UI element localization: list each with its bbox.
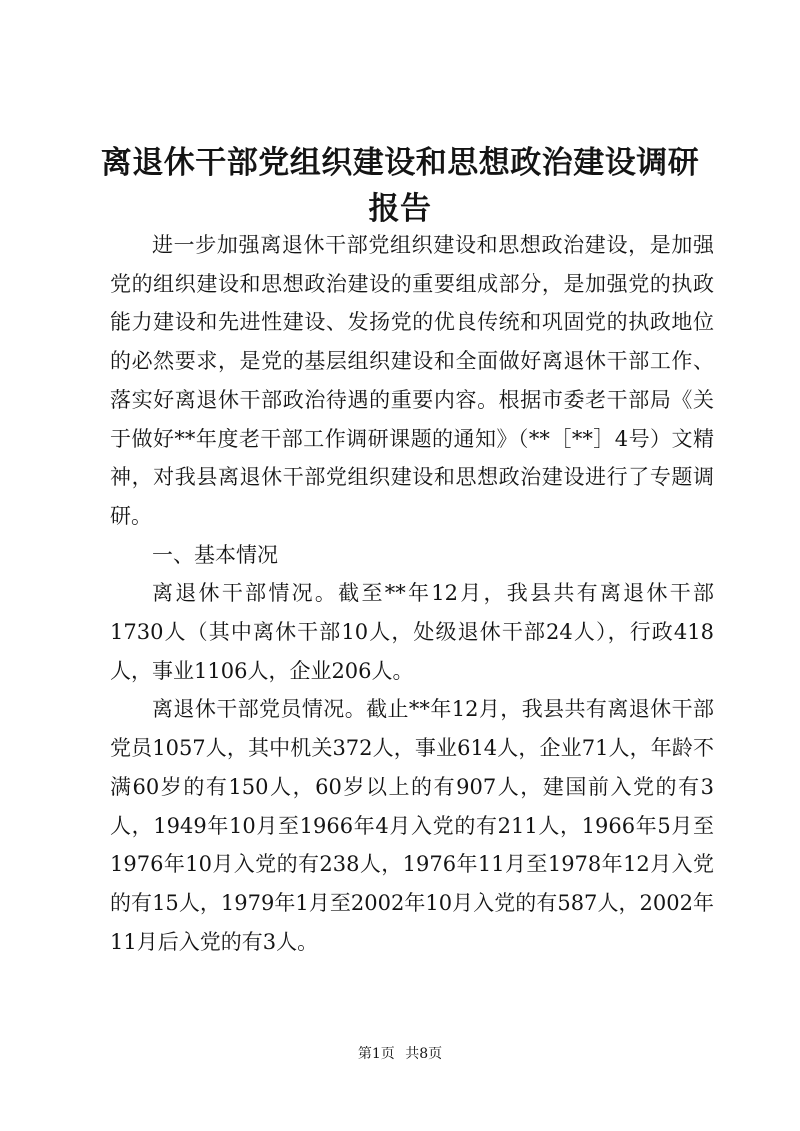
page-number: 第1页 xyxy=(357,1046,395,1062)
document-title: 离退休干部党组织建设和思想政治建设调研报告 xyxy=(100,145,700,227)
page-footer xyxy=(0,1045,800,1063)
page-total: 共8页 xyxy=(405,1046,443,1062)
paragraph-intro: 进一步加强离退休干部党组织建设和思想政治建设，是加强党的组织建设和思想政治建设的重要组成部分，是加强党的执政能力建设和先进性建设、发扬党的优良传统和巩固党的执政地位的必然要求，是党的基层组织建设和全面做好离退休干部工作、落实好离退休干部政治待遇的重要内容。根据市委老干部局《关于做好**年度老干部工作调研课题的通知》（**［**］4号）文精神，对我县离退休干部党组织建设和思想政治建设进行了专题调研。 xyxy=(110,233,714,528)
paragraph-retired-cadres: 离退休干部情况。截至**年12月，我县共有离退休干部1730人（其中离休干部10人，处级退休干部24人），行政418人，事业1106人，企业206人。 xyxy=(110,581,714,683)
paragraph-retired-party-members: 离退休干部党员情况。截止**年12月，我县共有离退休干部党员1057人，其中机关372人，事业614人，企业71人，年龄不满60岁的有150人，60岁以上的有907人，建国前入党的有3人，1949年10月至1966年4月入党的有211人，1966年5月至1976年10月入党的有238人，1976年11月至1978年12月入党的有15人，1979年1月至2002年10月入党的有587人，2002年11月后入党的有3人。 xyxy=(110,697,714,954)
document-body xyxy=(110,226,714,961)
section-heading-basic-situation: 一、基本情况 xyxy=(152,542,278,567)
